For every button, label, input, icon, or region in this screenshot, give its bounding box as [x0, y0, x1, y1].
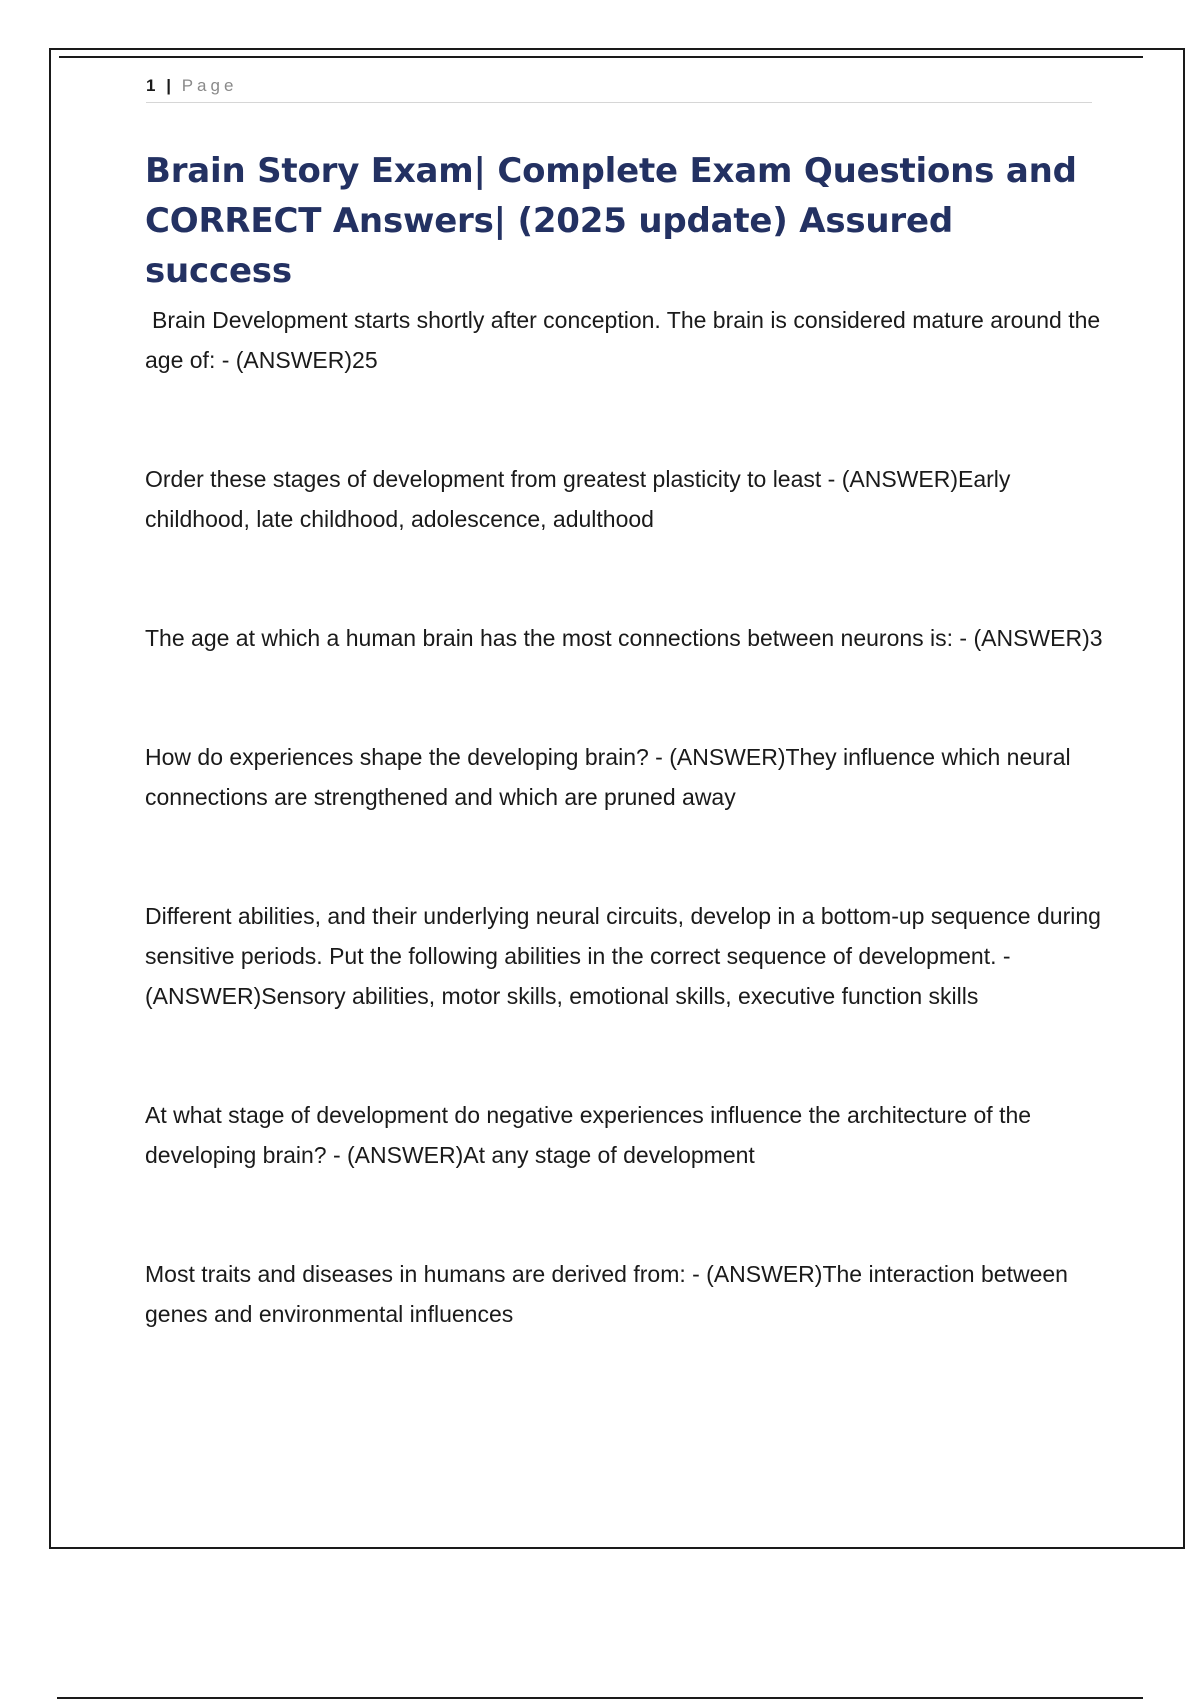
qa-item: How do experiences shape the developing brain? - (ANSWER)They influence which neural connections are strengthened and which are pruned away	[145, 744, 1071, 810]
qa-item: Brain Development starts shortly after conception. The brain is considered mature around the age of: - (ANSWER)25	[145, 307, 1101, 373]
page-number: 1	[146, 76, 158, 95]
qa-list	[145, 300, 1105, 1334]
top-rule	[59, 56, 1143, 58]
qa-item: Most traits and diseases in humans are derived from: - (ANSWER)The interaction between genes and environmental influences	[145, 1261, 1068, 1327]
document-body	[145, 146, 1105, 1413]
bottom-rule	[57, 1697, 1143, 1699]
qa-item: Order these stages of development from greatest plasticity to least - (ANSWER)Early childhood, late childhood, adolescence, adulthood	[145, 466, 1011, 532]
page-label: Page	[181, 76, 238, 95]
page-header	[146, 74, 1092, 103]
qa-item: At what stage of development do negative experiences influence the architecture of the developing brain? - (ANSWER)At any stage of development	[145, 1102, 1032, 1168]
document-title: Brain Story Exam| Complete Exam Questions and CORRECT Answers| (2025 update) Assured success	[145, 151, 1077, 291]
qa-item: Different abilities, and their underlying neural circuits, develop in a bottom-up sequence during sensitive periods. Put the following abilities in the correct sequence of development. - (ANSWER)Sensory abilities, motor skills, emotional skills, executive function skills	[145, 903, 1101, 1009]
page-separator: |	[166, 76, 173, 95]
qa-item: The age at which a human brain has the most connections between neurons is: - (ANSWER)3	[145, 625, 1103, 651]
